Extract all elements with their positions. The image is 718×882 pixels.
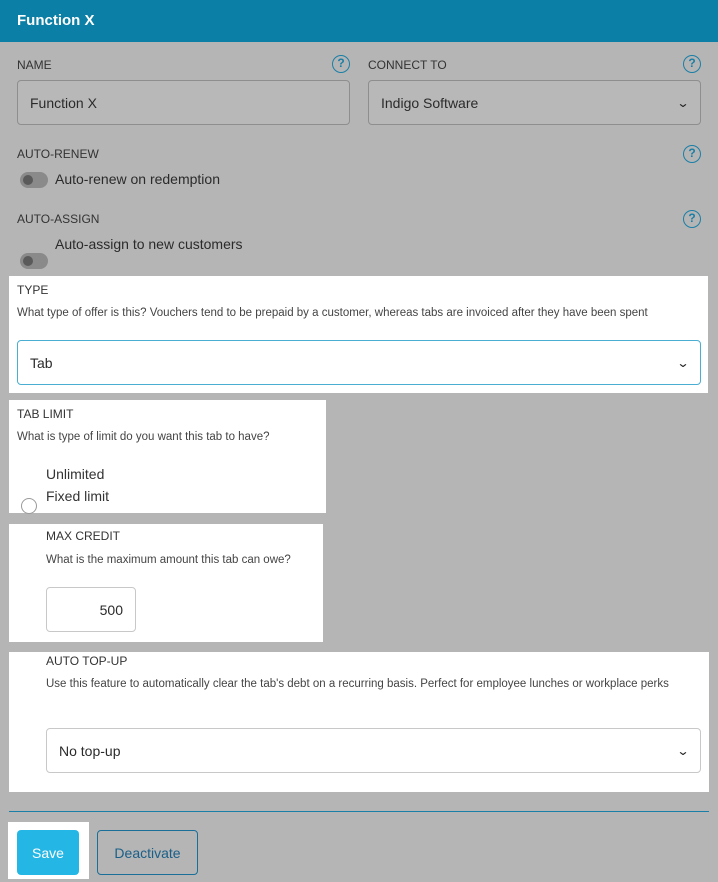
auto-assign-toggle-label: Auto-assign to new customers [55,236,243,252]
chevron-down-icon: ⌄ [676,355,690,370]
auto-assign-label: AUTO-ASSIGN [17,212,100,226]
auto-assign-toggle[interactable] [20,253,48,269]
auto-topup-description: Use this feature to automatically clear the tab's debt on a recurring basis. Perfect for employee lunches or workplace perks [46,678,669,690]
auto-renew-help-icon[interactable]: ? [683,145,701,163]
max-credit-description: What is the maximum amount this tab can owe? [46,554,291,566]
max-credit-value: 500 [99,601,123,618]
radio-unlimited[interactable] [21,498,37,514]
type-label: TYPE [17,283,49,297]
connect-to-label: CONNECT TO [368,58,447,72]
auto-topup-value: No top-up [59,742,121,759]
max-credit-input[interactable] [46,587,136,632]
name-label: NAME [17,58,52,72]
tab-limit-label: TAB LIMIT [17,407,74,421]
tab-limit-description: What is type of limit do you want this tab to have? [17,431,270,443]
type-select-value: Tab [30,354,53,371]
connect-to-value: Indigo Software [381,94,479,111]
save-button[interactable]: Save [17,830,79,875]
footer-divider [9,811,709,812]
auto-renew-toggle[interactable] [20,172,48,188]
radio-unlimited-label: Unlimited [46,466,105,482]
radio-fixed-limit-label: Fixed limit [46,488,110,504]
auto-assign-help-icon[interactable]: ? [683,210,701,228]
connect-to-select[interactable] [368,80,701,125]
auto-topup-label: AUTO TOP-UP [46,654,128,668]
chevron-down-icon: ⌄ [676,95,690,110]
auto-renew-toggle-label: Auto-renew on redemption [55,171,220,187]
page-header [0,0,718,42]
page-title: Function X [17,12,95,29]
deactivate-button[interactable]: Deactivate [97,830,198,875]
name-help-icon[interactable]: ? [332,55,350,73]
type-description: What type of offer is this? Vouchers tend to be prepaid by a customer, whereas tabs are invoiced after they have been spent [17,307,648,319]
auto-topup-select[interactable] [46,728,701,773]
auto-renew-label: AUTO-RENEW [17,147,99,161]
name-input-value: Function X [30,94,97,111]
chevron-down-icon: ⌄ [676,743,690,758]
type-select[interactable] [17,340,701,385]
name-input[interactable] [17,80,350,125]
max-credit-label: MAX CREDIT [46,529,121,543]
connect-to-help-icon[interactable]: ? [683,55,701,73]
